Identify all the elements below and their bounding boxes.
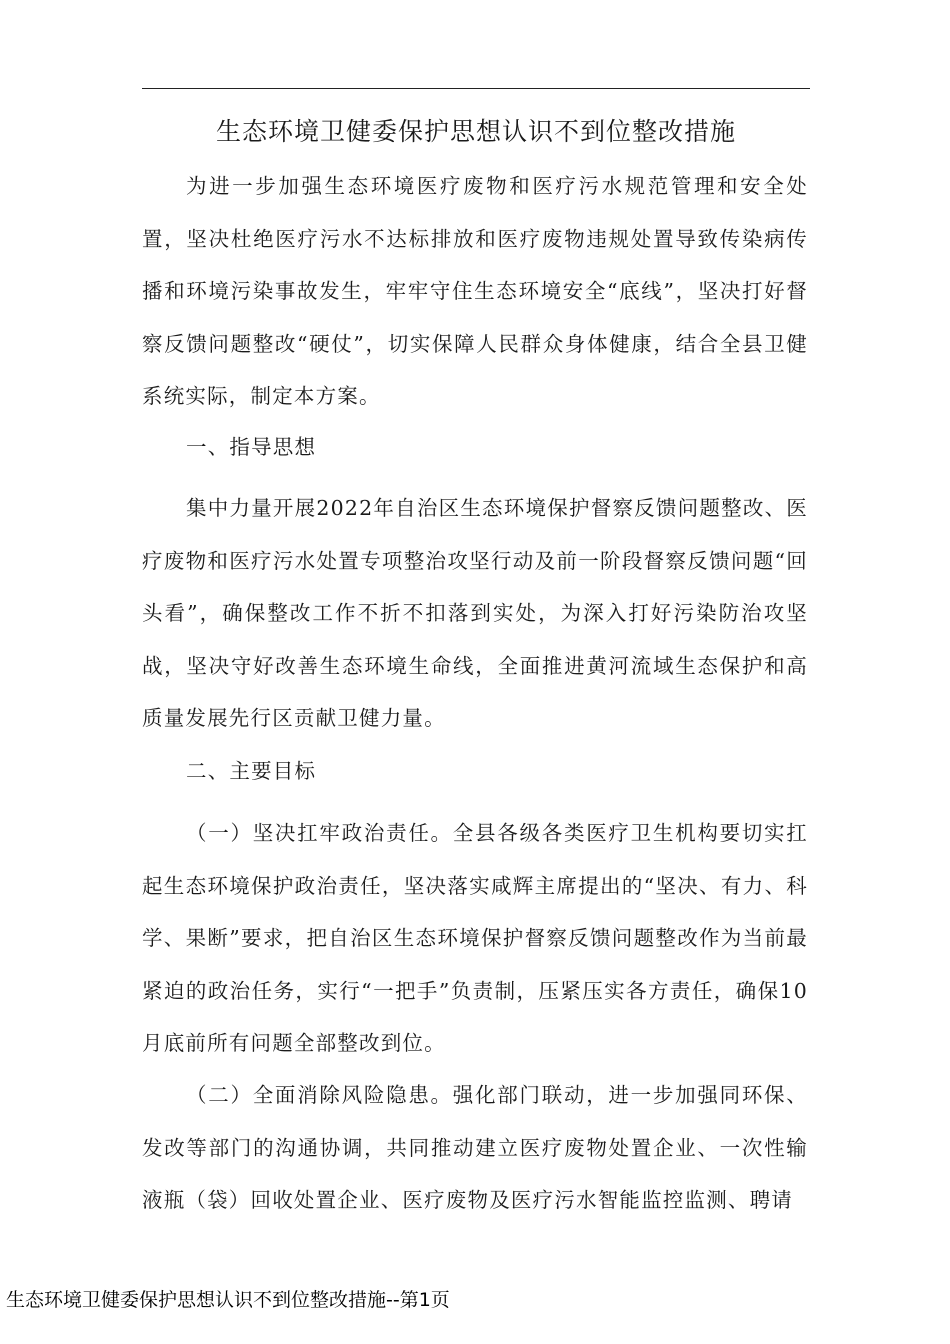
paragraph-intro: 为进一步加强生态环境医疗废物和医疗污水规范管理和安全处置，坚决杜绝医疗污水不达标排放和医疗废物违规处置导致传染病传播和环境污染事故发生，牢牢守住生态环境安全“底线”，坚决打好督察反馈问题整改“硬仗”，切实保障人民群众身体健康，结合全县卫健系统实际，制定本方案。 bbox=[142, 174, 808, 408]
section-heading-guiding-ideology: 一、指导思想 bbox=[186, 435, 317, 459]
paragraph-goal-2: （二）全面消除风险隐患。强化部门联动，进一步加强同环保、发改等部门的沟通协调，共同推动建立医疗废物处置企业、一次性输液瓶（袋）回收处置企业、医疗废物及医疗污水智能监控监测、聘请 bbox=[142, 1083, 808, 1212]
section-heading-main-goals: 二、主要目标 bbox=[186, 759, 317, 783]
paragraph-goal-1: （一）坚决扛牢政治责任。全县各级各类医疗卫生机构要切实扛起生态环境保护政治责任，坚决落实咸辉主席提出的“坚决、有力、科学、果断”要求，把自治区生态环境保护督察反馈问题整改作为当前最紧迫的政治任务，实行“一把手”负责制，压紧压实各方责任，确保10月底前所有问题全部整改到位。 bbox=[142, 821, 808, 1055]
page-footer-label: 生态环境卫健委保护思想认识不到位整改措施--第1页 bbox=[6, 1289, 450, 1311]
document-title: 生态环境卫健委保护思想认识不到位整改措施 bbox=[215, 117, 736, 146]
header-rule bbox=[142, 88, 810, 89]
paragraph-guiding-ideology: 集中力量开展2022年自治区生态环境保护督察反馈问题整改、医疗废物和医疗污水处置专项整治攻坚行动及前一阶段督察反馈问题“回头看”，确保整改工作不折不扣落到实处，为深入打好污染防治攻坚战，坚决守好改善生态环境生命线，全面推进黄河流域生态保护和高质量发展先行区贡献卫健力量。 bbox=[142, 496, 808, 730]
